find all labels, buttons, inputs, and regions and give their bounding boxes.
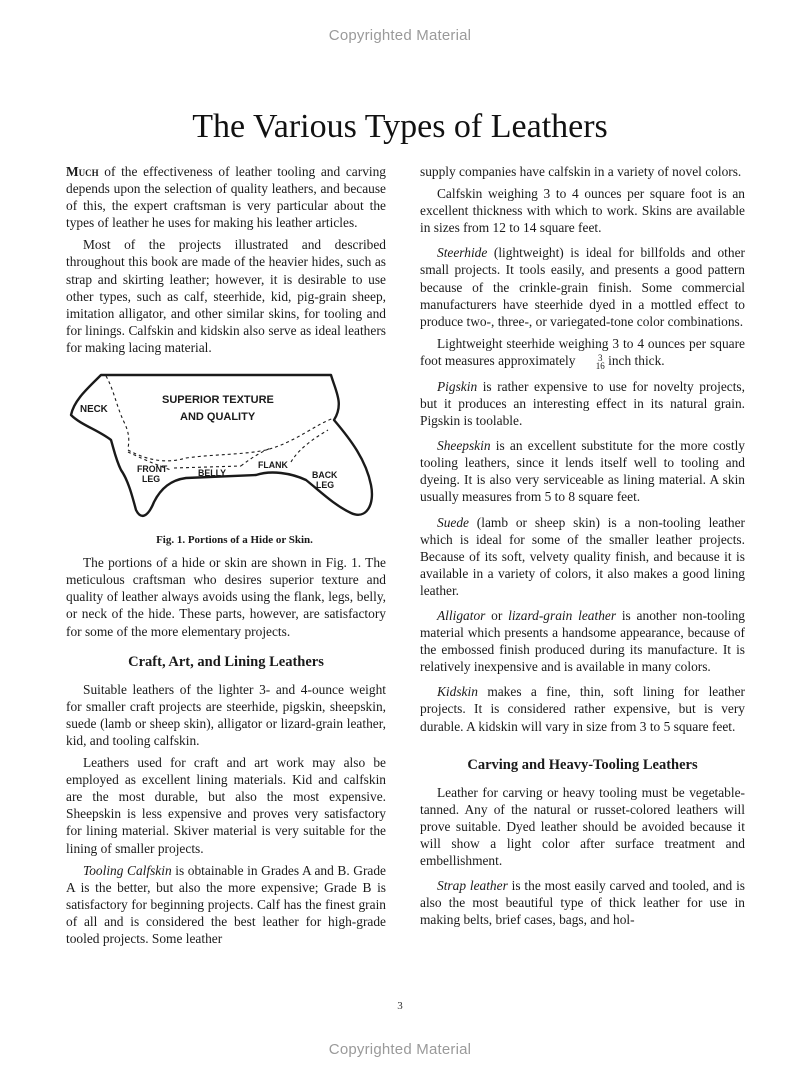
craft-paragraph-2: Leathers used for craft and art work may also be employed as excellent lining materials. Kid and calfskin are the most durable, but also the most expensive. Sheepskin is less expensive and proves very satisfactory for lining material. Skiver material is very suitable for the lining of smaller projects. (66, 755, 386, 856)
suede-paragraph (420, 514, 745, 599)
page-title: The Various Types of Leathers (192, 108, 608, 145)
intro-paragraph-1 (66, 163, 386, 231)
tooling-calfskin-paragraph (66, 862, 386, 947)
figure-caption: Fig. 1. Portions of a Hide or Skin. (156, 534, 313, 547)
steerhide-paragraph (420, 244, 745, 329)
term-tooling-calfskin: Tooling Calfskin (83, 862, 172, 878)
term-kidskin: Kidskin (437, 684, 478, 700)
sheepskin-text: is an excellent substitute for the more costly tooling leathers, since it lends itself well to tooling and dyeing. It is also very serviceable as lining material. A skin usually measures from 5 to 8 square feet. (420, 438, 745, 505)
tooling-calfskin-text: is obtainable in Grades A and B. Grade A is the better, but also the more expensive; Grade B is satisfactory for beginning projects. Calf has the finest grain of all and is considered the best leather for high-grade tooled projects. Some leather (66, 862, 386, 946)
strap-leather-paragraph (420, 877, 745, 928)
hide-portions-figure (66, 370, 386, 549)
term-suede: Suede (437, 514, 469, 530)
sheepskin-paragraph (420, 437, 745, 505)
hide-diagram (66, 370, 386, 532)
steerhide-weight-text-2: inch thick. (604, 352, 665, 368)
intro-paragraph-2: Most of the projects illustrated and described throughout this book are made of the heavier hides, such as strap and skirting leather; however, it is desirable to use other types, such as calf, steerhide, kid, pig-grain sheep, imitation alligator, and other similar skins, for tooling and for linings. Calfskin and kidskin also serve as ideal leathers for making lacing material. (66, 237, 386, 355)
label-back-leg-line2: LEG (316, 480, 335, 491)
right-column (420, 163, 745, 933)
term-steerhide: Steerhide (437, 245, 488, 261)
copyright-watermark-top: Copyrighted Material (328, 27, 472, 44)
section-heading-craft: Craft, Art, and Lining Leathers (128, 653, 324, 670)
steerhide-text: (lightweight) is ideal for billfolds and other small projects. It tools easily, and presents a good pattern because of the crinkle-grain finish. Some commercial manufacturers have steerhide dyed in a mottled effect to produce two-, three-, or variegated-tone color combinations. (420, 245, 745, 329)
intro-paragraph-1-text: of the effectiveness of leather tooling and carving depends upon the selection of quality leathers, and because of this, the expert craftsman is very particular about the types of leather he uses for making his leather articles. (66, 164, 386, 231)
calfskin-weight-paragraph: Calfskin weighing 3 to 4 ounces per square foot is an excellent thickness with which to work. Skins are available in sizes from 12 to 14 square feet. (420, 186, 745, 236)
alligator-or: or (485, 607, 509, 623)
label-neck: NECK (80, 404, 108, 416)
label-superior-line2: AND QUALITY (180, 411, 256, 424)
pigskin-paragraph (420, 378, 745, 429)
label-flank: FLANK (258, 460, 288, 471)
term-strap-leather: Strap leather (437, 878, 508, 894)
superior-boundary-line (128, 418, 334, 461)
steerhide-weight-paragraph (420, 335, 745, 370)
term-alligator: Alligator (437, 607, 486, 623)
label-back-leg-line1: BACK (312, 470, 338, 481)
label-belly: BELLY (198, 468, 227, 479)
alligator-text: is another non-tooling material which presents a handsome appearance, because of the embossed finish produced during its manufacture. It is relatively inexpensive and is available in many colors. (420, 607, 745, 675)
strap-leather-text: is the most easily carved and tooled, and is also the most beautiful type of thick leather for use in making belts, brief cases, bags, and hol- (420, 878, 746, 928)
label-superior-line1: SUPERIOR TEXTURE (162, 394, 274, 407)
portions-paragraph: The portions of a hide or skin are shown in Fig. 1. The meticulous craftsman who desires superior texture and quality of leather always avoids using the flank, legs, belly, or neck of the hide. These parts, however, are satisfactory for some of the more elementary projects. (66, 555, 386, 639)
term-lizard-grain: lizard-grain leather (508, 607, 617, 623)
fraction-numerator: 3 (598, 352, 603, 363)
label-front-leg-line2: LEG (142, 474, 161, 485)
page-number: 3 (397, 1000, 403, 1012)
left-column (66, 163, 386, 952)
copyright-watermark-bottom: Copyrighted Material (328, 1041, 472, 1058)
drop-lead-word: Much (66, 164, 99, 179)
steerhide-weight-text-1: Lightweight steerhide weighing 3 to 4 ounces per square foot measures approximately (420, 335, 745, 368)
term-pigskin: Pigskin (437, 378, 478, 394)
label-front-leg-line1: FRONT (137, 464, 168, 475)
fraction-denominator: 16 (595, 360, 605, 371)
term-sheepskin: Sheepskin (437, 438, 491, 454)
pigskin-text: is rather expensive to use for novelty projects, but it produces an interesting effect in its natural grain. Pigskin is toolable. (420, 378, 745, 429)
fraction (579, 354, 605, 370)
carving-paragraph-1: Leather for carving or heavy tooling must be vegetable-tanned. Any of the natural or russet-colored leathers will prove suitable. Dyed leather should be avoided because it will show a light color after surface treatment and embellishment. (420, 784, 745, 869)
craft-paragraph-1: Suitable leathers of the lighter 3- and 4-ounce weight for smaller craft projects are steerhide, pigskin, sheepskin, suede (lamb or sheep skin), alligator or lizard-grain leather, kid, and tooling calfskin. (66, 681, 386, 748)
alligator-paragraph (420, 607, 745, 675)
kidskin-text: makes a fine, thin, soft lining for leather projects. It is considered rather expensive, but is very durable. A kidskin will vary in size from 3 to 5 square feet. (420, 684, 745, 734)
neck-boundary-line (106, 376, 129, 448)
section-heading-carving: Carving and Heavy-Tooling Leathers (467, 756, 698, 773)
kidskin-paragraph (420, 683, 745, 734)
back-leg-boundary-line (291, 430, 328, 462)
continued-paragraph: supply companies have calfskin in a variety of novel colors. (420, 164, 742, 179)
suede-text: (lamb or sheep skin) is a non-tooling leather which is ideal for some of the smaller leather projects. Because of its soft, velvety quality finish, and because it is available in a variety of colors, it also makes a good lining leather. (420, 514, 745, 598)
